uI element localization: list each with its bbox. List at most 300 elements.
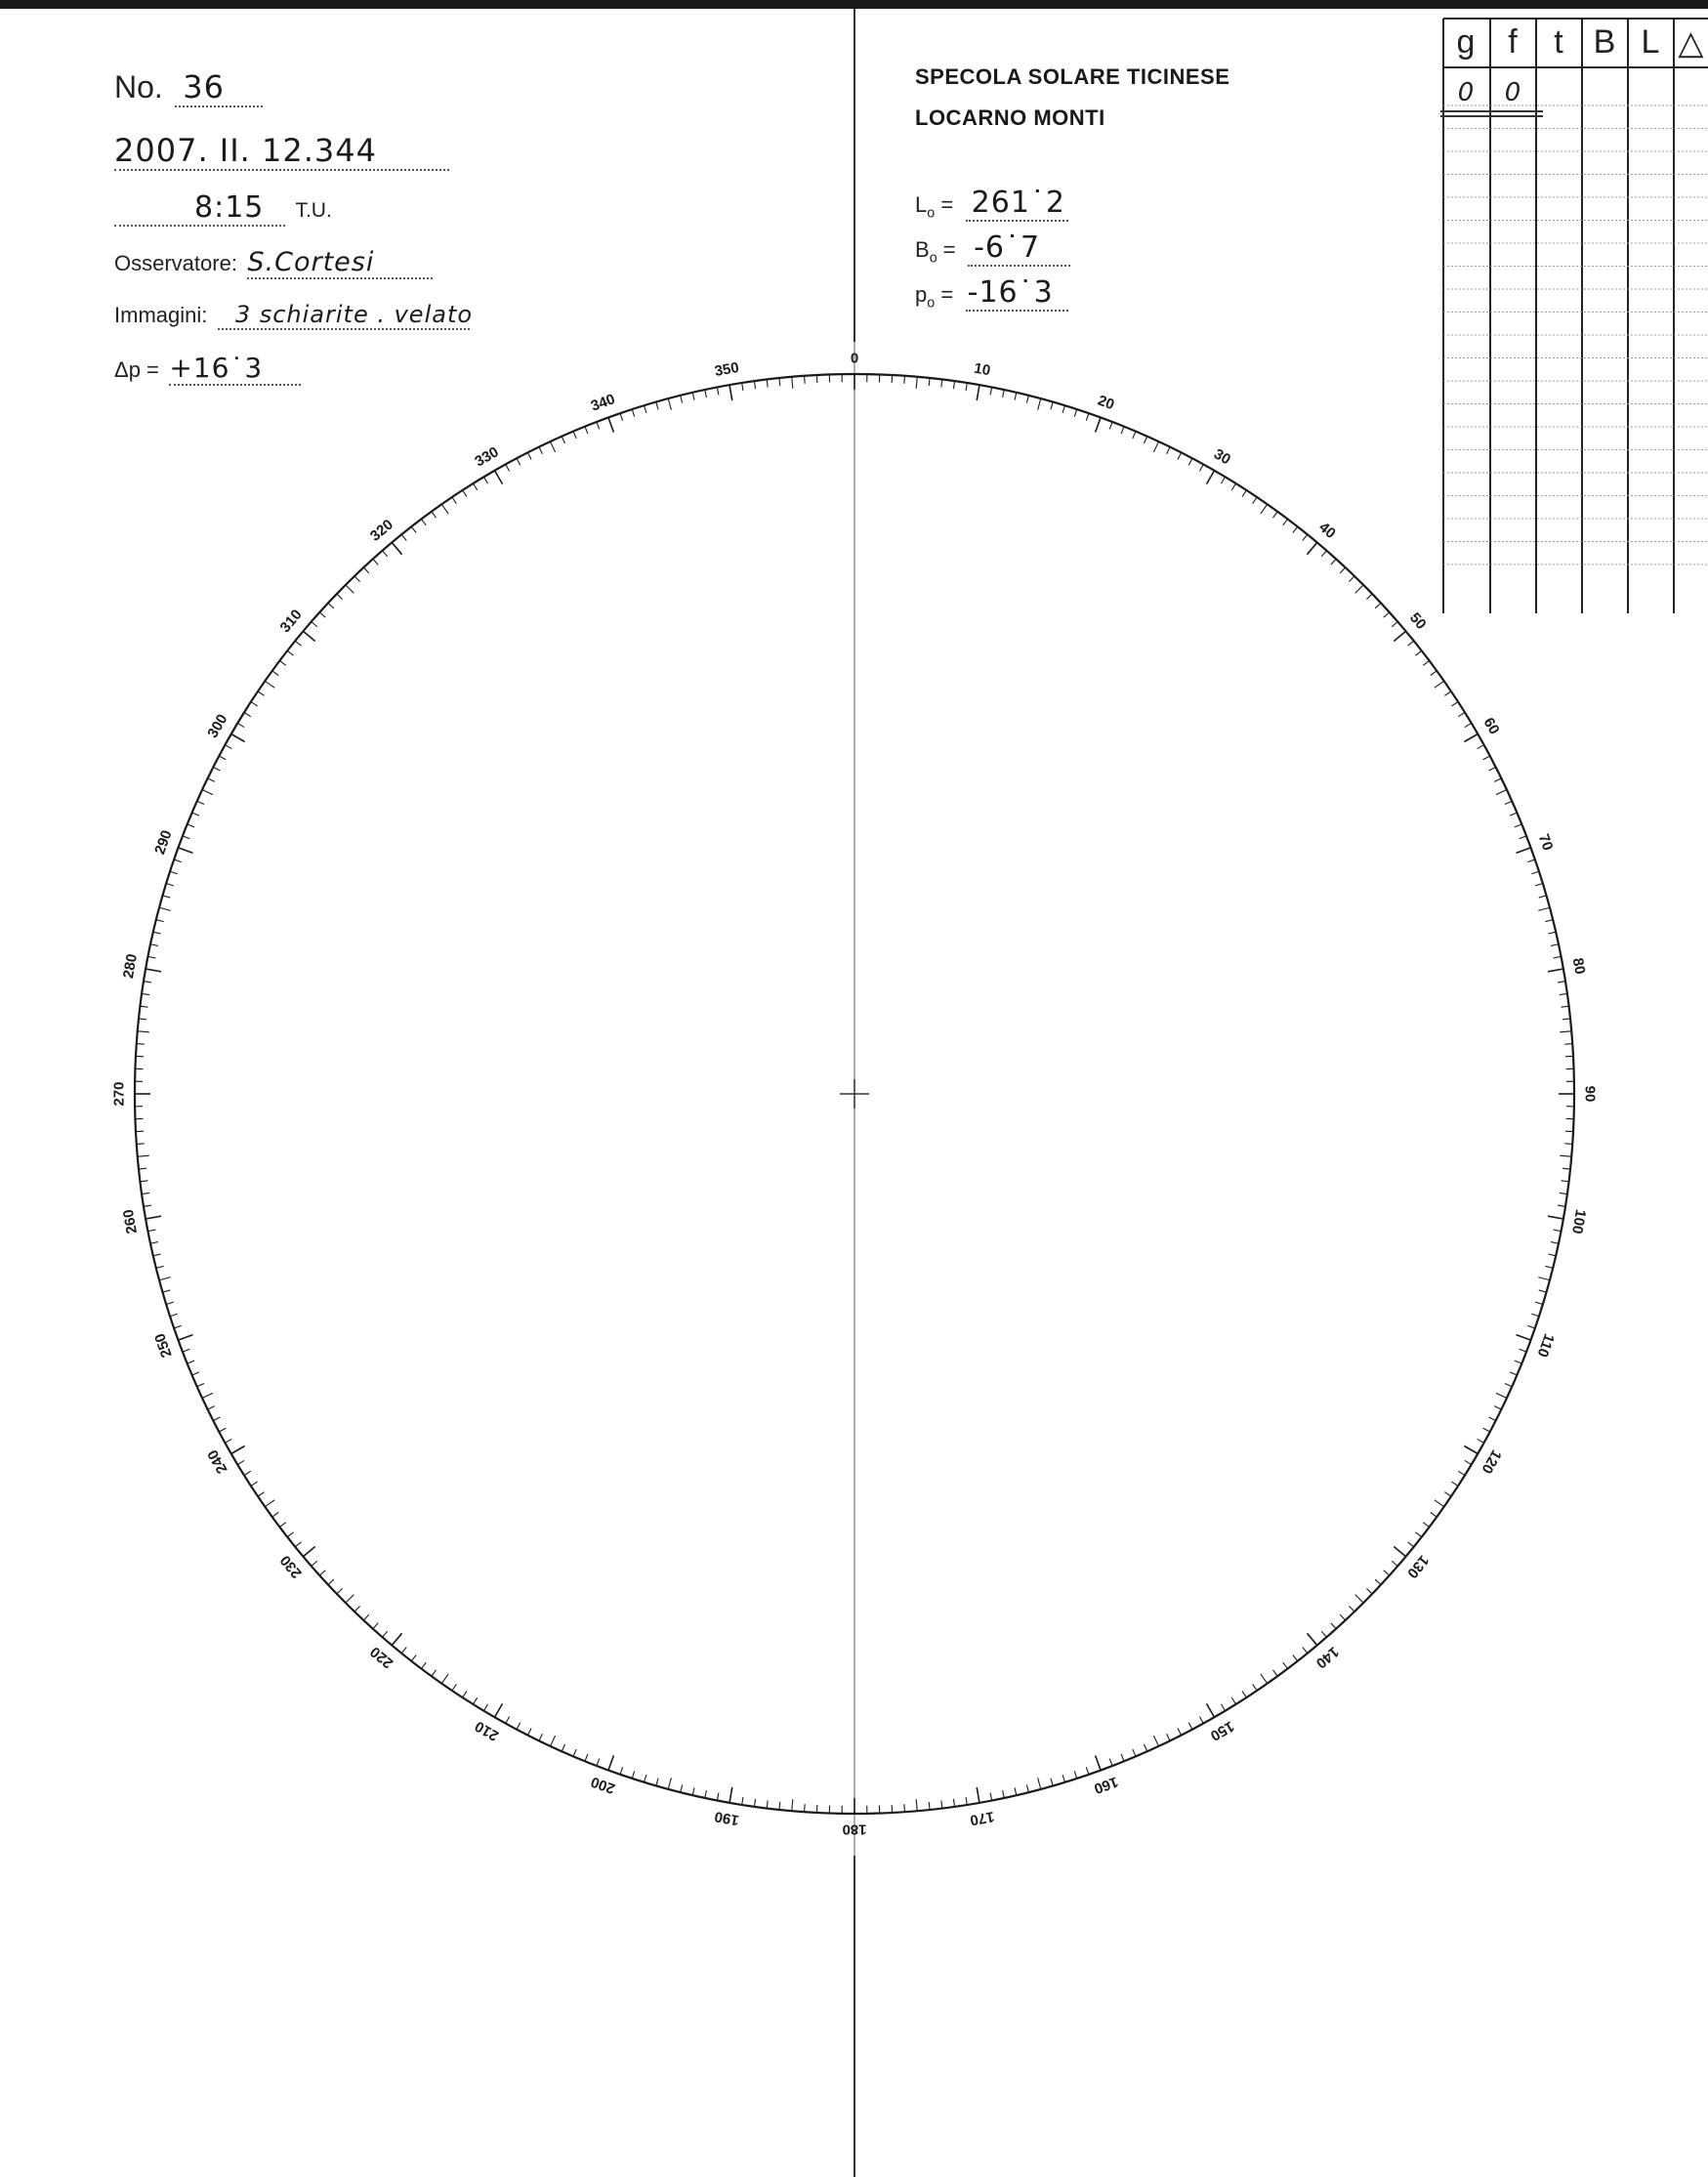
tick-mark xyxy=(539,447,543,454)
tick-mark xyxy=(977,1787,979,1803)
tick-mark xyxy=(1199,464,1203,471)
tick-mark xyxy=(1505,1384,1512,1387)
tick-mark xyxy=(1375,603,1381,607)
tick-mark xyxy=(244,712,251,716)
tick-mark xyxy=(1562,1006,1569,1007)
tick-mark xyxy=(328,1579,334,1584)
tick-mark xyxy=(251,702,258,706)
tick-label-230: 230 xyxy=(276,1551,306,1582)
delta-p-value: +16˙3 xyxy=(169,352,264,384)
tick-mark xyxy=(1494,1406,1501,1410)
tick-mark xyxy=(953,1799,954,1807)
tick-mark xyxy=(1145,437,1147,443)
tick-mark xyxy=(441,1674,448,1684)
tick-mark xyxy=(178,1335,192,1340)
tick-label-40: 40 xyxy=(1315,519,1339,543)
tick-label-260: 260 xyxy=(119,1207,141,1235)
tick-mark xyxy=(411,526,416,532)
tick-mark xyxy=(1527,859,1535,862)
tick-label-330: 330 xyxy=(472,443,502,471)
tick-mark xyxy=(156,1266,164,1268)
images-value: 3 schiarite . velato xyxy=(234,301,474,328)
tick-mark xyxy=(1538,1277,1550,1280)
tick-mark xyxy=(166,1302,174,1304)
tick-mark xyxy=(140,1181,147,1182)
tick-mark xyxy=(1496,790,1507,795)
tick-mark xyxy=(197,801,204,804)
tick-mark xyxy=(187,824,194,827)
tick-mark xyxy=(1562,1168,1570,1169)
tick-mark xyxy=(170,871,178,873)
institution-line2: LOCARNO MONTI xyxy=(915,105,1105,130)
tick-mark xyxy=(473,483,477,490)
tick-mark xyxy=(411,1654,416,1660)
date-value: 2007. II. 12.344 xyxy=(114,132,377,169)
p0-subscript: o xyxy=(927,295,936,312)
tick-mark xyxy=(1015,393,1017,400)
table-header-g: g xyxy=(1456,23,1476,61)
tick-mark xyxy=(1554,956,1562,958)
tick-mark xyxy=(295,1542,301,1547)
L0-label: L xyxy=(915,192,928,217)
tick-mark xyxy=(1564,1144,1572,1145)
tick-mark xyxy=(1340,1614,1345,1620)
tick-mark xyxy=(551,1736,556,1746)
tick-mark xyxy=(1188,458,1192,465)
tick-label-220: 220 xyxy=(366,1643,397,1672)
B0-label: B xyxy=(915,237,930,262)
tick-mark xyxy=(1051,402,1053,410)
tick-mark xyxy=(1505,801,1512,804)
tick-mark xyxy=(1133,1749,1136,1756)
tick-mark xyxy=(337,594,343,600)
tick-mark xyxy=(1051,1779,1053,1786)
tick-mark xyxy=(174,859,182,862)
tick-mark xyxy=(1538,907,1550,910)
tick-mark xyxy=(562,437,564,443)
tick-mark xyxy=(1293,1654,1298,1660)
tick-label-110: 110 xyxy=(1533,1331,1558,1360)
tick-mark xyxy=(382,551,387,557)
tick-mark xyxy=(1423,1523,1429,1528)
tick-mark xyxy=(916,377,917,389)
tick-mark xyxy=(303,1546,314,1556)
tick-mark xyxy=(1167,447,1171,454)
B0-subscript: o xyxy=(929,250,937,267)
tick-mark xyxy=(319,1570,325,1575)
tick-mark xyxy=(1303,534,1308,540)
tick-mark xyxy=(265,1500,274,1507)
tick-mark xyxy=(597,422,600,429)
tick-mark xyxy=(337,1588,343,1594)
tick-label-300: 300 xyxy=(204,711,231,741)
tick-mark xyxy=(1303,1648,1308,1654)
tick-mark xyxy=(174,1325,182,1328)
tick-mark xyxy=(144,1205,151,1206)
tick-mark xyxy=(977,385,979,400)
tick-label-240: 240 xyxy=(204,1446,231,1477)
tick-mark xyxy=(585,1754,588,1761)
tick-mark xyxy=(1340,567,1345,573)
tick-mark xyxy=(137,1044,145,1045)
number-label: No. xyxy=(114,69,163,105)
tick-label-350: 350 xyxy=(713,358,741,380)
p0-value: -16˙3 xyxy=(967,275,1054,310)
tick-mark xyxy=(483,1704,487,1711)
tick-mark xyxy=(1465,1460,1472,1464)
tick-mark xyxy=(1415,650,1421,655)
tick-label-30: 30 xyxy=(1211,445,1233,469)
tick-mark xyxy=(1207,471,1215,484)
tick-mark xyxy=(265,681,274,688)
tick-mark xyxy=(754,381,755,389)
observer-label: Osservatore: xyxy=(114,251,237,275)
table-header-L: L xyxy=(1641,23,1660,61)
tick-mark xyxy=(1478,1439,1484,1443)
tick-mark xyxy=(1207,1703,1215,1717)
tick-mark xyxy=(1408,1542,1414,1547)
tick-mark xyxy=(681,1784,683,1792)
tick-mark xyxy=(941,1801,942,1809)
tick-mark xyxy=(183,1349,189,1352)
tick-mark xyxy=(1283,519,1288,524)
tick-mark xyxy=(1355,585,1363,593)
tick-mark xyxy=(792,1799,793,1811)
tick-mark xyxy=(585,427,588,434)
tick-label-130: 130 xyxy=(1403,1551,1433,1582)
tick-mark xyxy=(805,376,806,384)
tick-label-270: 270 xyxy=(110,1081,128,1107)
L0-subscript: o xyxy=(927,205,936,222)
tick-mark xyxy=(1321,1631,1326,1637)
tick-mark xyxy=(237,723,244,727)
tick-mark xyxy=(1026,1784,1028,1792)
tick-label-120: 120 xyxy=(1478,1446,1505,1477)
tick-label-100: 100 xyxy=(1568,1207,1590,1235)
tick-mark xyxy=(1527,1325,1535,1328)
tick-label-160: 160 xyxy=(1091,1773,1121,1797)
tick-mark xyxy=(1560,1155,1571,1156)
tick-mark xyxy=(1231,483,1235,490)
tick-mark xyxy=(1145,1744,1147,1751)
tick-mark xyxy=(272,1512,278,1517)
tick-mark xyxy=(608,417,613,432)
tick-mark xyxy=(373,559,378,565)
tick-mark xyxy=(1366,1588,1372,1594)
tick-mark xyxy=(178,848,192,853)
tick-mark xyxy=(192,1372,199,1375)
tick-mark xyxy=(401,1648,406,1654)
tick-mark xyxy=(225,1439,231,1443)
tick-mark xyxy=(1545,920,1553,922)
tick-mark xyxy=(163,896,171,898)
tick-mark xyxy=(953,381,954,389)
tick-mark xyxy=(1038,1778,1041,1789)
tick-mark xyxy=(1307,542,1316,554)
tick-mark xyxy=(346,585,354,593)
tick-mark xyxy=(506,464,510,471)
tick-mark xyxy=(258,1492,265,1496)
tick-mark xyxy=(1178,1729,1182,1736)
tick-mark xyxy=(142,993,149,994)
tick-mark xyxy=(1431,1512,1437,1517)
tick-mark xyxy=(1464,734,1478,742)
tick-mark xyxy=(213,1417,220,1421)
tick-mark xyxy=(192,813,199,816)
tick-mark xyxy=(1003,390,1005,398)
table-header-f: f xyxy=(1508,23,1518,61)
tick-mark xyxy=(1562,1181,1569,1182)
tick-mark xyxy=(705,390,707,398)
L0-value: 261˙2 xyxy=(971,186,1065,220)
tick-mark xyxy=(213,767,220,771)
tick-mark xyxy=(1562,1019,1570,1020)
tick-mark xyxy=(551,441,556,452)
tick-mark xyxy=(1349,1606,1354,1612)
tick-mark xyxy=(183,836,189,839)
table-cell-f: 0 xyxy=(1504,78,1521,107)
tick-mark xyxy=(929,1802,930,1810)
tick-mark xyxy=(1074,1771,1076,1779)
tick-label-320: 320 xyxy=(366,516,397,545)
tick-mark xyxy=(681,396,683,403)
delta-p-label: Δp = xyxy=(114,357,159,382)
tick-mark xyxy=(1231,1697,1235,1704)
tick-mark xyxy=(1423,660,1429,665)
tick-mark xyxy=(251,1482,258,1486)
tick-mark xyxy=(197,1384,204,1387)
tick-mark xyxy=(767,1801,768,1809)
tick-mark xyxy=(1560,993,1567,994)
tick-mark xyxy=(705,1790,707,1798)
table-header-B: B xyxy=(1593,23,1616,61)
tick-mark xyxy=(1253,497,1257,504)
tick-mark xyxy=(170,1314,178,1316)
table-header-delta: △ xyxy=(1678,24,1704,62)
tick-mark xyxy=(1558,1205,1565,1206)
tick-mark xyxy=(1392,1561,1397,1566)
tick-mark xyxy=(354,576,360,582)
tick-mark xyxy=(632,409,634,417)
tick-mark xyxy=(779,1802,780,1810)
tick-mark xyxy=(1539,1290,1547,1292)
tick-mark xyxy=(1272,512,1277,518)
tick-mark xyxy=(1242,490,1246,497)
tick-mark xyxy=(138,1031,149,1032)
tick-mark xyxy=(1548,1216,1563,1219)
tick-mark xyxy=(1520,836,1526,839)
tick-mark xyxy=(1510,1372,1517,1375)
tick-mark xyxy=(1331,1623,1336,1629)
tick-mark xyxy=(139,1168,146,1169)
tick-mark xyxy=(1444,691,1451,695)
tick-mark xyxy=(159,907,171,910)
tick-mark xyxy=(668,398,671,410)
table-grid xyxy=(1440,19,1708,613)
tick-mark xyxy=(139,1019,146,1020)
tick-mark xyxy=(1515,1361,1521,1363)
tick-mark xyxy=(401,534,406,540)
tick-mark xyxy=(966,1797,967,1805)
tick-mark xyxy=(645,405,646,413)
tick-mark xyxy=(244,1471,251,1475)
tick-mark xyxy=(1558,982,1565,983)
tick-mark xyxy=(1517,848,1531,853)
time-unit: T.U. xyxy=(295,199,332,222)
tick-label-0: 0 xyxy=(850,350,859,367)
tick-mark xyxy=(1435,1500,1444,1507)
tick-mark xyxy=(295,641,301,646)
tick-mark xyxy=(1096,417,1101,432)
tick-mark xyxy=(1515,824,1521,827)
tick-mark xyxy=(1109,422,1112,429)
tick-mark xyxy=(729,1787,732,1803)
tick-mark xyxy=(1408,641,1414,646)
tick-mark xyxy=(1531,871,1539,873)
tick-mark xyxy=(805,1804,806,1812)
tick-mark xyxy=(1517,1335,1531,1340)
tick-mark xyxy=(742,1797,743,1805)
tick-label-60: 60 xyxy=(1479,715,1503,737)
tick-mark xyxy=(966,383,967,391)
tick-mark xyxy=(1272,1670,1277,1676)
tick-mark xyxy=(1121,1754,1124,1761)
tick-mark xyxy=(153,932,161,934)
B0-value: -6˙7 xyxy=(974,230,1041,265)
tick-mark xyxy=(146,1216,161,1219)
tick-mark xyxy=(495,1703,503,1717)
tick-mark xyxy=(1096,1756,1101,1771)
tick-mark xyxy=(779,378,780,386)
tick-label-210: 210 xyxy=(472,1717,502,1744)
tick-mark xyxy=(1392,621,1397,626)
tick-mark xyxy=(656,402,658,410)
tick-mark xyxy=(517,458,521,465)
tick-mark xyxy=(1548,932,1556,934)
tick-mark xyxy=(527,452,531,459)
tick-mark xyxy=(1483,756,1490,760)
number-value: 36 xyxy=(183,68,225,105)
tick-mark xyxy=(1003,1790,1005,1798)
tick-mark xyxy=(137,1144,145,1145)
tick-mark xyxy=(1444,1492,1451,1496)
tick-label-50: 50 xyxy=(1405,609,1430,633)
tick-mark xyxy=(729,385,732,400)
tick-mark xyxy=(742,383,743,391)
tick-mark xyxy=(258,691,265,695)
tick-mark xyxy=(231,1446,245,1454)
tick-mark xyxy=(1293,526,1298,532)
tick-mark xyxy=(1283,1662,1288,1668)
tick-mark xyxy=(463,490,467,497)
tick-mark xyxy=(1489,1417,1496,1421)
tick-mark xyxy=(1564,1044,1572,1045)
table-header-t: t xyxy=(1554,23,1563,61)
tick-mark xyxy=(990,388,992,396)
tick-label-70: 70 xyxy=(1534,831,1557,854)
tick-mark xyxy=(144,982,151,983)
tick-mark xyxy=(1535,884,1543,886)
tick-mark xyxy=(573,432,576,439)
tick-mark xyxy=(187,1361,194,1363)
tick-mark xyxy=(392,1633,401,1645)
tick-mark xyxy=(904,376,905,384)
tick-mark xyxy=(1086,413,1089,421)
tick-mark xyxy=(692,393,694,400)
tick-mark xyxy=(1483,1428,1490,1432)
tick-mark xyxy=(441,504,448,514)
tick-mark xyxy=(1167,1734,1171,1740)
tick-label-20: 20 xyxy=(1095,392,1117,414)
tick-mark xyxy=(517,1723,521,1730)
tick-mark xyxy=(1015,1787,1017,1795)
L0-equals: = xyxy=(940,192,954,217)
tick-mark xyxy=(1307,1633,1316,1645)
tick-mark xyxy=(620,413,623,421)
tick-mark xyxy=(312,1561,317,1566)
tick-mark xyxy=(153,1254,161,1256)
tick-mark xyxy=(1539,896,1547,898)
tick-mark xyxy=(1199,1717,1203,1724)
tick-mark xyxy=(1451,702,1458,706)
tick-label-140: 140 xyxy=(1312,1643,1343,1672)
tick-mark xyxy=(483,477,487,483)
tick-mark xyxy=(279,660,285,665)
tick-mark xyxy=(373,1623,378,1629)
tick-label-150: 150 xyxy=(1207,1717,1237,1744)
tick-mark xyxy=(166,884,174,886)
tick-mark xyxy=(929,378,930,386)
tick-mark xyxy=(608,1756,613,1771)
tick-mark xyxy=(1394,1546,1405,1556)
tick-mark xyxy=(562,1744,564,1751)
tick-mark xyxy=(1074,409,1076,417)
tick-mark xyxy=(319,612,325,617)
tick-mark xyxy=(990,1793,992,1801)
tick-mark xyxy=(620,1767,623,1775)
tick-label-200: 200 xyxy=(588,1773,618,1797)
tick-mark xyxy=(1551,1242,1559,1244)
tick-mark xyxy=(382,1631,387,1637)
tick-mark xyxy=(1109,1759,1112,1766)
tick-mark xyxy=(1349,576,1354,582)
tick-mark xyxy=(1458,1471,1465,1475)
tick-mark xyxy=(202,790,213,795)
tick-mark xyxy=(1242,1691,1246,1697)
tick-mark xyxy=(363,567,368,573)
tick-mark xyxy=(432,1670,437,1676)
tick-mark xyxy=(150,944,158,946)
tick-mark xyxy=(421,1662,426,1668)
tick-mark xyxy=(539,1734,543,1740)
tick-mark xyxy=(1261,1674,1268,1684)
tick-mark xyxy=(904,1804,905,1812)
tick-mark xyxy=(717,388,719,396)
tick-mark xyxy=(645,1775,646,1782)
tick-mark xyxy=(219,1428,226,1432)
tick-mark xyxy=(916,1799,917,1811)
tick-mark xyxy=(146,969,161,972)
tick-mark xyxy=(328,603,334,607)
tick-mark xyxy=(392,542,401,554)
tick-mark xyxy=(1478,745,1484,749)
tick-mark xyxy=(941,379,942,387)
tick-mark xyxy=(506,1717,510,1724)
tick-mark xyxy=(1253,1684,1257,1691)
tick-mark xyxy=(495,471,503,484)
tick-mark xyxy=(1366,594,1372,600)
tick-mark xyxy=(452,497,456,504)
